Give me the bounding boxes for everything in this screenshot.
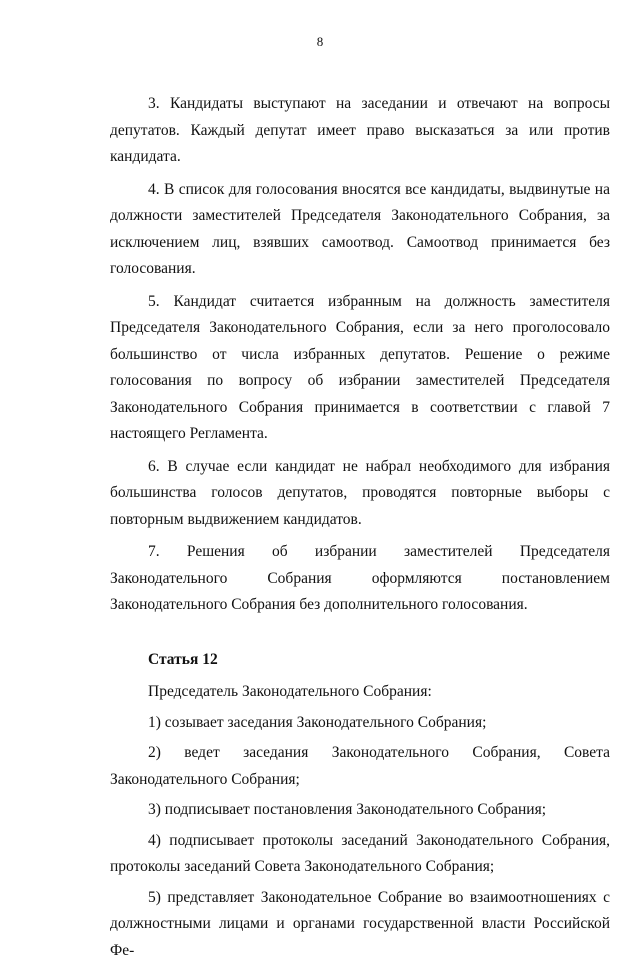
paragraph-7: 7. Решения об избрании заместителей Председателя Законодательного Собрания оформляются постановлением Законодательного Собрания без дополнительного голосования. [110, 543, 610, 613]
document-body [110, 91, 610, 968]
article-item-1: 1) созывает заседания Законодательного Собрания; [148, 713, 487, 731]
article-item-4: 4) подписывает протоколы заседаний Законодательного Собрания, протоколы заседаний Совета Законодательного Собрания; [110, 831, 610, 875]
paragraph-6: 6. В случае если кандидат не набрал необходимого для избрания большинства голосов депутатов, проводятся повторные выборы с повторным выдвижением кандидатов. [110, 457, 610, 528]
article-heading: Статья 12 [148, 650, 218, 668]
article-item-2: 2) ведет заседания Законодательного Собрания, Совета Законодательного Собрания; [110, 744, 610, 788]
article-intro: Председатель Законодательного Собрания: [148, 683, 432, 700]
paragraph-4: 4. В список для голосования вносятся все кандидаты, выдвинутые на должности заместителей Председателя Законодательного Собрания, за исключением лиц, взявших самоотвод. Самоотвод принимается без голосования. [110, 180, 610, 277]
article-item-5: 5) представляет Законодательное Собрание во взаимоотношениях с должностными лицами и органами государственной власти Российской Фе- [110, 888, 610, 959]
article-item-3: 3) подписывает постановления Законодательного Собрания; [148, 801, 547, 818]
page-number: 8 [316, 34, 324, 49]
paragraph-5: 5. Кандидат считается избранным на должность заместителя Председателя Законодательного Собрания, если за него проголосовало большинство от числа избранных депутатов. Решение о режиме голосования по вопросу об избрании заместителей Председателя Законодательного Собрания принимается в соответствии с главой 7 настоящего Регламента. [110, 292, 610, 442]
paragraph-3: 3. Кандидаты выступают на заседании и отвечают на вопросы депутатов. Каждый депутат имеет право высказаться за или против кандидата. [110, 95, 610, 165]
